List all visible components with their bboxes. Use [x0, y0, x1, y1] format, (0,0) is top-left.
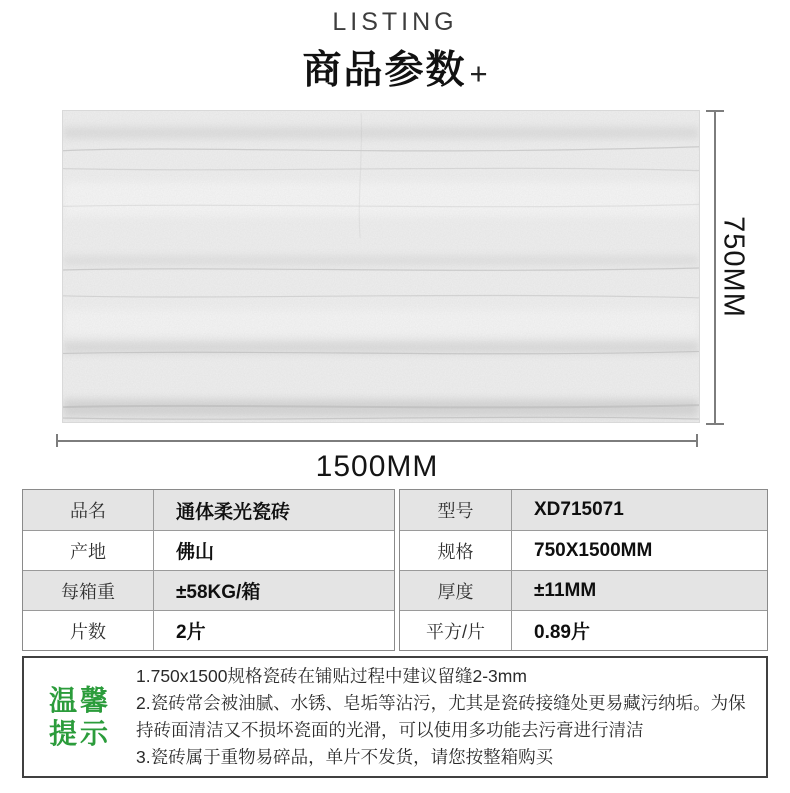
spec-row [400, 490, 767, 530]
spec-label: 规格 [400, 531, 512, 570]
spec-value: ±58KG/箱 [176, 582, 261, 603]
tips-label-line1: 温馨 [48, 685, 111, 716]
spec-row [23, 570, 394, 610]
spec-label: 平方/片 [400, 611, 512, 650]
dimension-cap-bottom [706, 423, 724, 425]
tips-label [24, 684, 136, 750]
tip-item-3: 3.瓷砖属于重物易碎品，单片不发货，请您按整箱购买 [136, 747, 554, 767]
spec-row [23, 530, 394, 570]
listing-eyebrow: LISTING [332, 8, 458, 36]
spec-value: 2片 [176, 622, 206, 643]
spec-table-right [399, 489, 768, 651]
spec-label: 产地 [23, 531, 154, 570]
spec-label: 厚度 [400, 571, 512, 610]
spec-value: 通体柔光瓷砖 [176, 501, 291, 523]
spec-label: 每箱重 [23, 571, 154, 610]
dimension-cap-top [706, 110, 724, 112]
spec-row [23, 610, 394, 650]
dimension-line-horizontal [56, 440, 698, 442]
spec-value: 750X1500MM [534, 539, 653, 561]
spec-row [23, 490, 394, 530]
spec-value: 0.89片 [534, 622, 590, 643]
product-tile-image [62, 110, 700, 423]
tile-texture-image [63, 111, 699, 422]
spec-value: XD715071 [534, 499, 624, 520]
spec-row [400, 610, 767, 650]
spec-value: ±11MM [534, 579, 597, 601]
width-dimension-line [56, 434, 698, 447]
tips-box [22, 656, 768, 778]
title-row [0, 39, 790, 95]
plus-mark-icon: + [469, 56, 488, 91]
spec-tables [22, 489, 768, 651]
page-title: 商品参数 [302, 49, 467, 92]
dimension-cap-right [696, 434, 698, 447]
spec-label: 型号 [400, 490, 512, 530]
spec-label: 品名 [23, 490, 154, 530]
spec-label: 片数 [23, 611, 154, 650]
spec-row [400, 530, 767, 570]
tip-item-2: 2.瓷砖常会被油腻、水锈、皂垢等沾污，尤其是瓷砖接缝处更易藏污纳垢。为保持砖面清洁又不损坏瓷面的光滑，可以使用多功能去污膏进行清洁 [136, 693, 746, 740]
header [0, 0, 790, 95]
spec-table-left [22, 489, 395, 651]
spec-row [400, 570, 767, 610]
tip-item-1: 1.750x1500规格瓷砖在铺贴过程中建议留缝2-3mm [136, 666, 527, 686]
dimension-cap-left [56, 434, 58, 447]
tips-label-line2: 提示 [48, 718, 111, 749]
tips-body [136, 663, 766, 771]
width-dimension-label: 1500MM [315, 450, 439, 483]
spec-value: 佛山 [176, 542, 215, 563]
height-dimension-label: 750MM [717, 216, 750, 318]
